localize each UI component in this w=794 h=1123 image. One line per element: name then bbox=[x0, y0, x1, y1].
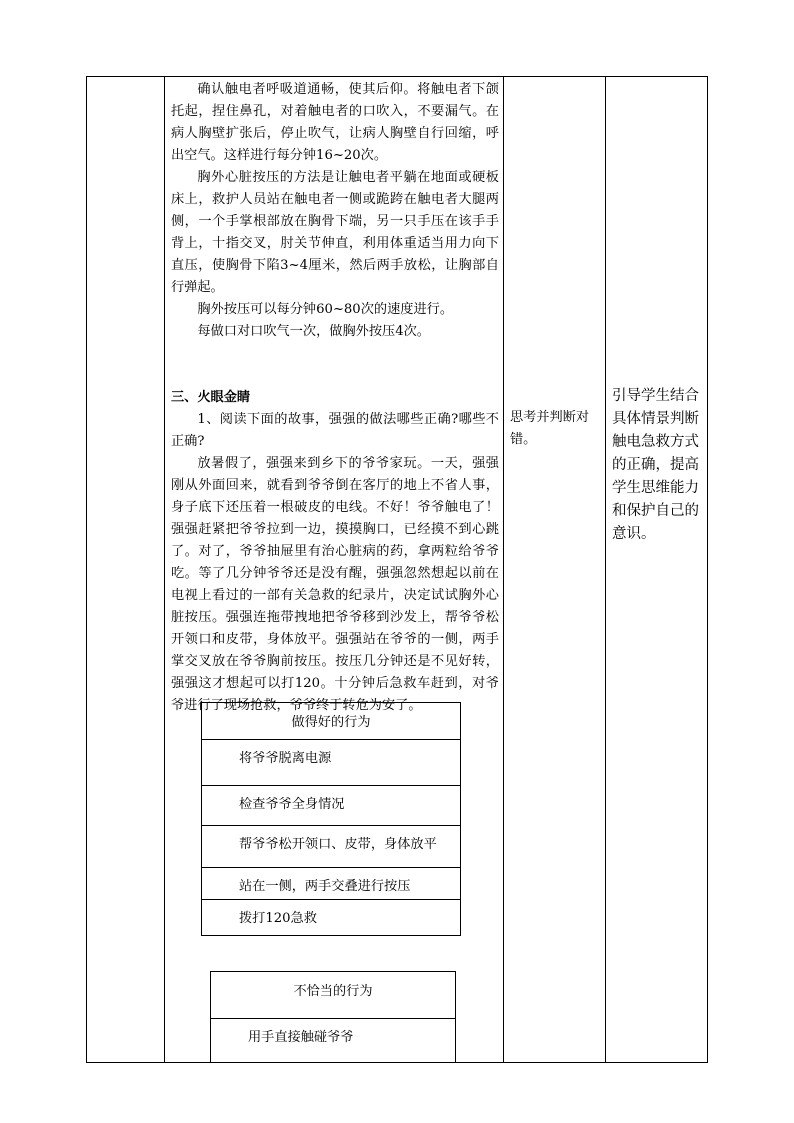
bad-behavior-table bbox=[210, 971, 456, 1063]
paragraph-chest-compression: 胸外心脏按压的方法是让触电者平躺在地面或硬板床上，救护人员站在触电者一侧或跪跨在触电者大腿两侧，一个手掌根部放在胸骨下端，另一只手压在该手手背上，十指交叉，肘关节伸直，利用体重适当用力向下直压，使胸骨下陷3~4厘米，然后两手放松，让胸部自行弹起。 bbox=[171, 170, 499, 295]
table-row bbox=[202, 899, 460, 926]
column-divider-2 bbox=[503, 77, 504, 1062]
paragraph-compression-rate: 胸外按压可以每分钟60~80次的速度进行。 bbox=[197, 302, 453, 317]
bad-row-text: 用手直接触碰爷爷 bbox=[248, 1030, 354, 1045]
student-activity: 思考并判断对错。 bbox=[510, 410, 590, 447]
paragraph-mouth-to-mouth: 确认触电者呼吸道通畅，使其后仰。将触电者下颌托起，捏住鼻孔，对着触电者的口吹入，不要漏气。在病人胸壁扩张后，停止吹气，让病人胸壁自行回缩，呼出空气。这样进行每分钟16~20次。 bbox=[171, 82, 499, 163]
good-row-text: 拨打120急救 bbox=[239, 911, 317, 926]
good-row-text: 将爷爷脱离电源 bbox=[239, 751, 332, 766]
bad-table-header: 不恰当的行为 bbox=[293, 984, 373, 999]
good-table-header: 做得好的行为 bbox=[291, 715, 371, 730]
section-heading: 三、火眼金睛 bbox=[171, 390, 251, 405]
spacer bbox=[171, 343, 499, 387]
good-behavior-table bbox=[201, 702, 461, 936]
column-divider-3 bbox=[605, 77, 606, 1062]
table-row bbox=[211, 1018, 455, 1045]
table-row bbox=[202, 785, 460, 812]
good-row-text: 帮爷爷松开领口、皮带，身体放平 bbox=[239, 837, 437, 852]
table-row bbox=[202, 867, 460, 894]
story-text: 放暑假了，强强来到乡下的爷爷家玩。一天，强强刚从外面回来，就看到爷爷倒在客厅的地上不省人事，身子底下还压着一根破皮的电线。不好！爷爷触电了！强强赶紧把爷爷拉到一边，摸摸胸口，已经摸不到心跳了。对了，爷爷抽屉里有治心脏病的药，拿两粒给爷爷吃。等了几分钟爷爷还是没有醒，强强忽然想起以前在电视上看过的一部有关急救的纪录片，决定试试胸外心脏按压。强强连拖带拽地把爷爷移到沙发上，帮爷爷松开领口和皮带，身体放平。强强站在爷爷的一侧，两手掌交叉放在爷爷胸前按压。按压几分钟还是不见好转，强强这才想起可以打120。十分钟后急救车赶到，对爷爷进行了现场抢救，爷爷终于转危为安了。 bbox=[171, 456, 499, 713]
question-text: 1、阅读下面的故事，强强的做法哪些正确?哪些不正确? bbox=[171, 412, 499, 449]
table-row bbox=[202, 739, 460, 766]
paragraph-ratio: 每做口对口吹气一次，做胸外按压4次。 bbox=[197, 324, 430, 339]
good-row-text: 站在一侧，两手交叠进行按压 bbox=[239, 879, 411, 894]
good-row-text: 检查爷爷全身情况 bbox=[239, 797, 345, 812]
teaching-content bbox=[171, 79, 499, 717]
table-row bbox=[202, 825, 460, 852]
column-divider-1 bbox=[164, 77, 165, 1062]
design-intent: 引导学生结合具体情景判断触电急救方式的正确，提高学生思维能力和保护自己的意识。 bbox=[612, 388, 699, 542]
